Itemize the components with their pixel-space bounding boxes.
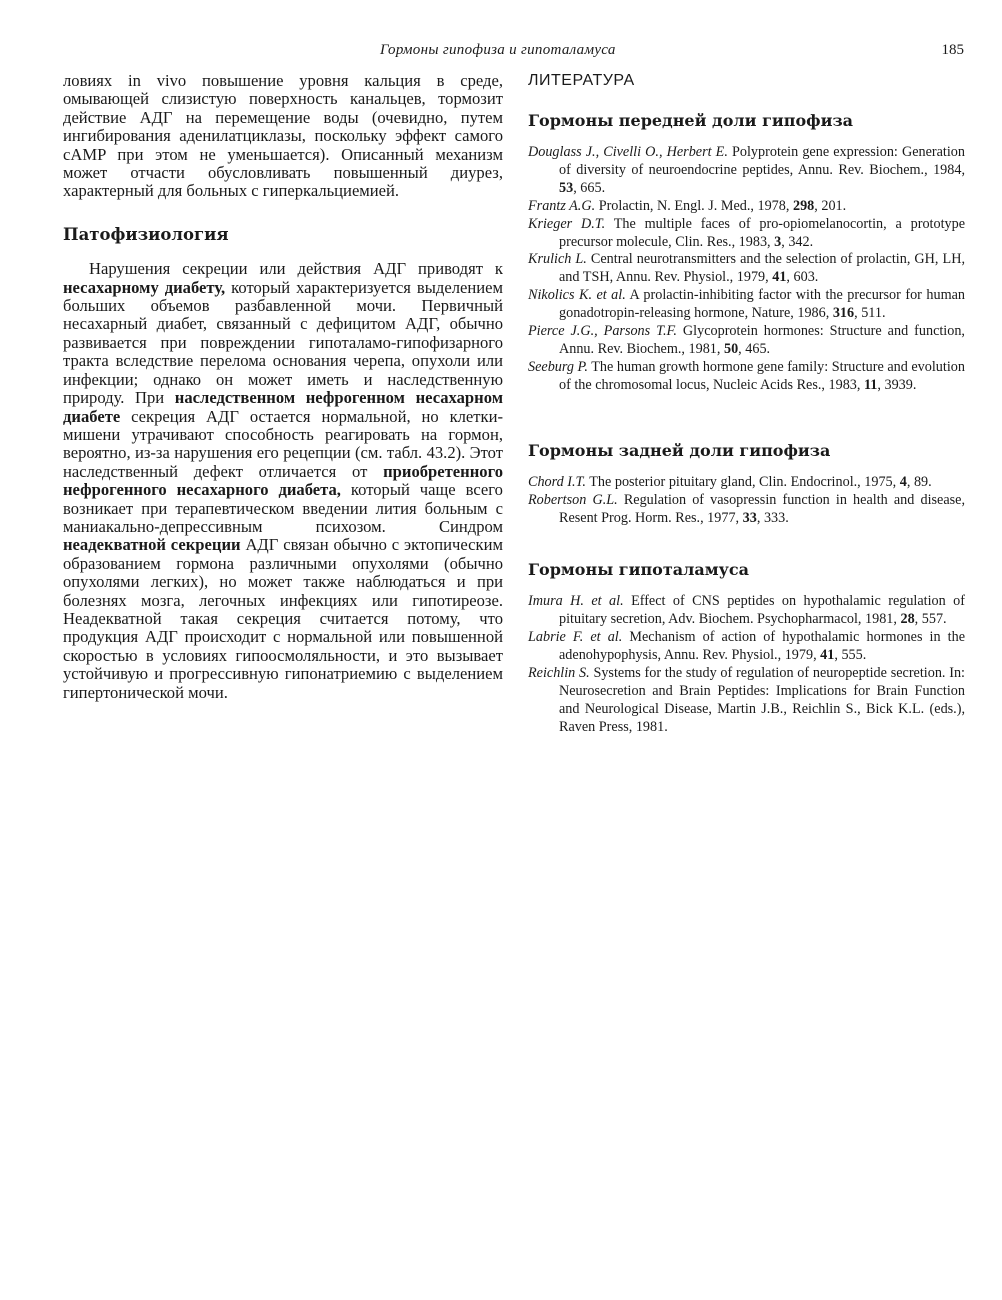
ref-text: The multiple faces of pro-opiomelanocortin, a prototype precursor molecule, Clin. Res., 1983, <box>559 215 965 250</box>
bold-term: несахарному диабету, <box>63 277 226 297</box>
ref-pages: , 89. <box>906 473 932 490</box>
literature-title: ЛИТЕРАТУРА <box>528 72 635 89</box>
ref-text: Mechanism of action of hypothalamic hormones in the adenohypophysis, Annu. Rev. Physiol., 1979, <box>559 629 965 664</box>
ref-volume: 33 <box>742 509 757 526</box>
body-text: который характеризуется выделением больших объемов разбавленной мочи. Первичный несахарный диабет, связанный с дефицитом АДГ, обычно развивается при повреждении гипоталамо-гипофизарного тракта вследствие перелома основания черепа, опухоли или инфекции; однако он может иметь и наследственную природу. При <box>63 277 503 408</box>
reference-list <box>528 144 965 395</box>
reference-item <box>528 492 965 528</box>
ref-authors: Seeburg P. <box>528 358 588 375</box>
ref-volume: 298 <box>792 197 815 214</box>
body-text: секреция АДГ остается нормальной, но клетки-мишени утрачивают способность реагировать на гормон, вероятно, из-за нарушения его рецепции (см. табл. 43.2). Этот наследственный дефект отличается от <box>63 406 503 481</box>
section-title: Патофизиология <box>63 224 229 244</box>
left-column <box>63 72 503 702</box>
ref-volume: 28 <box>900 611 915 628</box>
reference-item <box>528 323 965 359</box>
reference-item <box>528 593 965 629</box>
ref-section-title: Гормоны задней доли гипофиза <box>528 440 831 460</box>
ref-authors: Imura H. et al. <box>528 593 624 610</box>
ref-volume: 41 <box>772 269 787 286</box>
ref-volume: 50 <box>723 340 739 357</box>
reference-item <box>528 198 965 216</box>
body-text: Нарушения секреции или действия АДГ приводят к <box>89 259 503 279</box>
ref-authors: Labrie F. et al. <box>528 629 623 646</box>
reference-item <box>528 251 965 287</box>
body-text: АДГ связан обычно с эктопическим образованием гормона различными опухолями (обычно опухолями легких), но может также наблюдаться и при болезнях мозга, легочных инфекциях или гипотиреозе. Неадекватной такая секреция считается потому, что продукция АДГ происходит с нормальной или повышенной скоростью в условиях гипоосмоляльности, и это вызывает устойчивую и прогрессивную гипонатриемию с выделением гипертонической мочи. <box>63 535 503 702</box>
ref-pages: , 511. <box>854 305 886 322</box>
ref-text: A prolactin-inhibiting factor with the precursor for human gonadotropin-releasing hormone, Nature, 1986, <box>559 287 965 322</box>
reference-item <box>528 144 965 198</box>
ref-volume: 3 <box>774 233 782 250</box>
bold-term: неадекватной секреции <box>63 535 241 555</box>
ref-text: Glycoprotein hormones: Structure and function, Annu. Rev. Biochem., 1981, <box>559 323 965 357</box>
ref-pages: , 333. <box>756 509 789 526</box>
ref-authors: Krulich L. <box>528 251 587 268</box>
ref-authors: Frantz A.G. <box>528 197 596 214</box>
ref-volume: 316 <box>832 305 855 322</box>
ref-volume: 4 <box>899 473 907 490</box>
ref-section-title: Гормоны передней доли гипофиза <box>528 111 854 130</box>
body-paragraph <box>63 260 503 702</box>
ref-pages: , 3939. <box>877 376 917 393</box>
reference-list <box>528 593 965 736</box>
ref-volume: 41 <box>820 647 835 664</box>
ref-section-title: Гормоны гипоталамуса <box>528 560 750 580</box>
ref-authors: Douglass J., Civelli O., Herbert E. <box>528 144 728 160</box>
running-title: Гормоны гипофиза и гипоталамуса <box>380 42 616 58</box>
reference-item <box>528 287 965 323</box>
ref-authors: Chord I.T. <box>528 473 586 490</box>
ref-text: The posterior pituitary gland, Clin. Endocrinol., 1975, <box>585 473 900 490</box>
ref-pages: , 557. <box>914 611 947 628</box>
ref-authors: Robertson G.L. <box>528 491 618 508</box>
reference-item <box>528 629 965 665</box>
body-text: который чаще всего возникает при терапевтическом введении лития больным с маниакально-депрессивным психозом. Синдром <box>63 480 503 536</box>
ref-pages: , 555. <box>834 647 867 664</box>
intro-paragraph: ловиях in vivo повышение уровня кальция в среде, омывающей слизистую поверхность канальцев, тормозит действие АДГ на перемещение воды (очевидно, путем ингибирования аденилатциклазы, поскольку эффект самого cAMP при этом не уменьшается). Описанный механизм может отчасти обусловливать повышенный диурез, характерный для больных с гиперкальциемией. <box>63 71 503 201</box>
bold-term: наследственном нефрогенном несахарном диабете <box>63 388 504 426</box>
ref-authors: Krieger D.T. <box>528 215 606 232</box>
ref-volume: 11 <box>863 376 878 393</box>
page-number: 185 <box>941 42 964 58</box>
ref-text: Regulation of vasopressin function in health and disease, Resent Prog. Horm. Res., 1977, <box>559 491 965 526</box>
reference-item <box>528 665 965 737</box>
ref-text: Systems for the study of regulation of neuropeptide secretion. In: Neurosecretion and Brain Peptides: Implications for Brain Function and Neurological Disease, Martin J.B., Reichlin S., Bick K.L. (eds.), Raven Press, 1981. <box>559 665 965 735</box>
ref-text: The human growth hormone gene family: Structure and evolution of the chromosomal locus, Nucleic Acids Res., 1983, <box>559 358 965 393</box>
ref-text: Polyprotein gene expression: Generation of diversity of neuroendocrine peptides, Annu. Rev. Biochem., 1984, <box>559 144 965 178</box>
ref-text: Central neurotransmitters and the selection of prolactin, GH, LH, and TSH, Annu. Rev. Physiol., 1979, <box>559 251 965 286</box>
ref-pages: , 201. <box>814 197 847 214</box>
bold-term: приобретенного нефрогенного несахарного диабета, <box>63 461 503 500</box>
ref-authors: Pierce J.G., Parsons T.F. <box>528 323 677 340</box>
right-column <box>528 72 965 737</box>
ref-text: Prolactin, N. Engl. J. Med., 1978, <box>595 197 793 214</box>
ref-pages: , 603. <box>786 269 819 286</box>
reference-item <box>528 359 965 395</box>
ref-volume: 53 <box>559 179 574 196</box>
ref-authors: Nikolics K. et al. <box>528 287 626 304</box>
reference-item <box>528 216 965 252</box>
reference-list <box>528 474 965 528</box>
ref-text: Effect of CNS peptides on hypothalamic regulation of pituitary secretion, Adv. Biochem. Psychopharmacol, 1981, <box>559 593 965 628</box>
ref-pages: , 465. <box>738 340 771 357</box>
ref-pages: , 665. <box>573 179 606 196</box>
reference-item <box>528 474 965 492</box>
ref-pages: , 342. <box>781 233 814 250</box>
ref-authors: Reichlin S. <box>528 665 590 682</box>
